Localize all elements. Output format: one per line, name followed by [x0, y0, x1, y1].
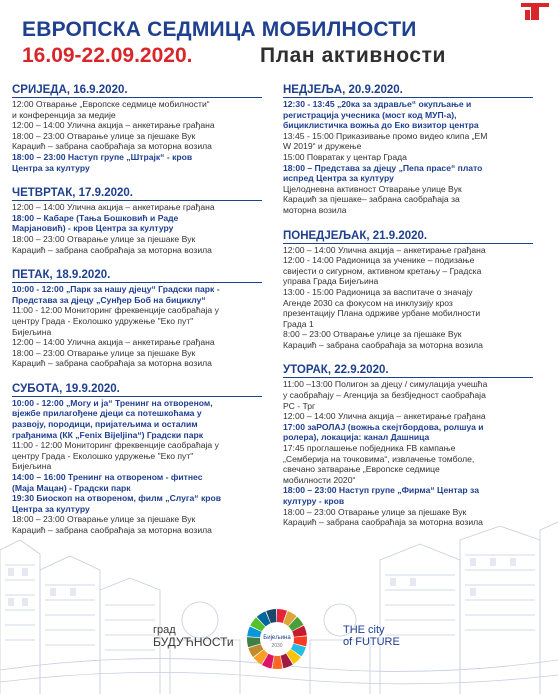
day-block — [12, 187, 262, 255]
schedule-line: Града 1 — [283, 318, 314, 329]
schedule-line: 18:00 – 23:00 Отварање улице за пјешаке Вук — [12, 130, 196, 141]
schedule-line: Бијељина — [12, 326, 52, 337]
schedule-line: 18:00 – 23:00 Отварање улице за пјешаке Вук — [12, 233, 196, 244]
day-heading: СУБОТА, 19.9.2020. — [12, 383, 262, 397]
schedule-line: Агенде 2030 са фокусом на инклузију кроз — [283, 297, 453, 308]
schedule-line: W 2019“ и дружење — [283, 141, 362, 152]
footer-city-of-future-sr — [153, 624, 234, 648]
schedule-line: културу - кров — [283, 496, 345, 506]
schedule-line: Караџић – забрана саобраћаја за моторна возила — [12, 244, 212, 255]
schedule-line: 12:00 - 14:00 Радионица за ученике – подизање — [283, 255, 475, 266]
schedule-line: Караџић – забрана саобраћаја за моторна возила — [12, 141, 212, 152]
schedule-line: 18:00 – 23:00 Отварање улице за пјешаке Вук — [12, 347, 196, 358]
day-block — [12, 84, 262, 173]
footer-right-line2: of FUTURE — [343, 636, 400, 648]
schedule-line: Караџић – забрана саобраћаја за моторна возила — [283, 339, 483, 350]
schedule-line: „Семберија на точковима“, извлачење томболе, — [283, 453, 475, 464]
day-heading: СРИЈЕДА, 16.9.2020. — [12, 84, 262, 98]
schedule-line: Караџић – забрана саобраћаја за моторна возила — [283, 517, 483, 528]
schedule-column-right — [283, 84, 533, 542]
footer-left-line2: БУДУЋНОСТи — [153, 635, 234, 649]
schedule-line: Марјановић) - кров Центра за културу — [12, 223, 174, 234]
schedule-line: моторна возила — [283, 204, 347, 215]
schedule-line: Караџић – забрана саобраћаја за моторна возила — [12, 525, 212, 535]
schedule-line: 14:00 – 16:00 Тренинг на отвореном - фитнес — [12, 472, 203, 483]
sdg-wheel-logo — [244, 606, 310, 672]
schedule-line: 15:00 Повратак у центар Града — [283, 151, 407, 162]
brand-logo-icon — [519, 0, 551, 22]
date-range: 16.09-22.09.2020. — [22, 44, 193, 67]
schedule-line: 13:45 - 15:00 Приказивање промо видео клипа „ЕМ — [283, 130, 488, 141]
day-block — [283, 364, 533, 527]
schedule-line: Цјелодневна активност Отварање улице Вук — [283, 183, 462, 194]
schedule-line: (Маја Мацан) - Градски парк — [12, 482, 131, 493]
day-block — [283, 84, 533, 216]
schedule-line: 12:00 Отварање „Европске седмице мобилности“ — [12, 99, 210, 109]
schedule-line: Центра за културу — [12, 503, 90, 514]
footer-city-of-future-en — [343, 624, 400, 648]
schedule-line: 10:00 - 12:00 „Парк за нашу дјецу“ Градски парк - — [12, 284, 220, 295]
schedule-line: свечано затварање „Европске седмице — [283, 464, 440, 475]
day-heading: ПОНЕДЈЕЉАК, 21.9.2020. — [283, 230, 533, 244]
schedule-line: 12:00 – 14:00 Улична акција – анкетирање грађана — [12, 120, 215, 131]
schedule-line: 12:30 - 13:45 „20ка за здравље“ окупљање и — [283, 99, 472, 109]
page-title: ЕВРОПСКА СЕДМИЦА МОБИЛНОСТИ — [22, 18, 417, 41]
schedule-line: Караџић за пјешаке– забрана саобраћаја за — [283, 194, 460, 205]
schedule-line: 10:00 - 12:00 „Могу и ја“ Тренинг на отвореном, — [12, 397, 213, 408]
schedule-line: Представа за дјецу „Сунђер Боб на бициклу“ — [12, 294, 206, 305]
sdg-year-label: 2030 — [271, 643, 283, 649]
sdg-city-label: Бијељина — [263, 635, 291, 641]
schedule-line: 12:00 – 14:00 Улична акција – анкетирање грађана — [12, 202, 215, 213]
schedule-line: у саобраћају – Агенција за безбједност саобраћаја — [283, 390, 486, 401]
schedule-line: регистрација учесника (мост код МУП-а), — [283, 109, 457, 120]
schedule-line: испред Центра за културу — [283, 173, 394, 184]
schedule-column-left — [12, 84, 262, 550]
schedule-line: 18:00 – 23:00 Отварање улице за пјешаке Вук — [283, 506, 467, 517]
schedule-line: 17:45 проглашење побједника FB кампање — [283, 443, 456, 454]
schedule-line: 11:00 - 12:00 Мониторинг фреквенције саобраћаја у — [12, 305, 219, 316]
schedule-line: 12:00 – 14:00 Улична акција – анкетирање грађана — [283, 411, 486, 422]
schedule-line: центру Града - Еколошко удружење "Еко пут" — [12, 450, 194, 461]
schedule-line: ролера), локација: канал Дашница — [283, 432, 430, 443]
schedule-line: 12:00 – 14:00 Улична акција – анкетирање грађана — [283, 244, 486, 255]
day-block — [12, 269, 262, 369]
schedule-line: 12:00 – 14:00 Улична акција – анкетирање грађана — [12, 337, 215, 348]
footer-left-line1: град — [153, 624, 176, 636]
schedule-line: вјежбе прилагођене дјеци са потешкоћама у — [12, 408, 202, 419]
schedule-line: свијести о сигурном, активном кретању – Градска — [283, 265, 482, 276]
schedule-line: 17:00 заРОЛАЈ (вожња скејтбордова, ролшуа и — [283, 421, 484, 432]
schedule-line: управа Града Бијељина — [283, 276, 379, 287]
schedule-line: Караџић – забрана саобраћаја за моторна возила — [12, 358, 212, 369]
day-heading: УТОРАК, 22.9.2020. — [283, 364, 533, 378]
schedule-line: 11:00 - 12:00 Мониторинг фреквенције саобраћаја у — [12, 440, 219, 451]
schedule-line: 18:00 – 23:00 Наступ групе „Фирма“ Центар за — [283, 485, 479, 496]
day-block — [12, 383, 262, 536]
schedule-line: 13:00 - 15:00 Радионица за васпитаче о значају — [283, 286, 473, 297]
schedule-line: Бијељина — [12, 461, 52, 472]
schedule-line: развоју, породици, пријатељима и осталим — [12, 419, 198, 430]
schedule-line: 18:00 – Представа за дјецу „Пепа прасе“ плато — [283, 162, 483, 173]
schedule-line: презентацију Плана одрживе урбане мобилности — [283, 308, 481, 319]
schedule-line: 18:00 – 23:00 Отварање улице за пјешаке Вук — [12, 514, 196, 525]
footer-right-line1: THE city — [343, 624, 385, 636]
sdg-segment — [272, 656, 282, 669]
page-subtitle: План активности — [260, 44, 447, 67]
schedule-line: 11:00 –13:00 Полигон за дјецу / симулација учешћа — [283, 379, 488, 390]
schedule-line: грађанима (КК „Fenix Bijeljina“) Градски парк — [12, 429, 204, 440]
schedule-line: 19:30 Биоскоп на отвореном, филм „Слуга“ кров — [12, 493, 222, 504]
schedule-line: 18:00 – 23:00 Наступ групе „Штрајк“ - кров — [12, 151, 193, 162]
schedule-line: 18:00 – Кабаре (Тања Бошковић и Раде — [12, 212, 179, 223]
schedule-line: бициклистичка вожња до Еко визитор центра — [283, 120, 479, 131]
day-heading: НЕДЈЕЉА, 20.9.2020. — [283, 84, 533, 98]
schedule-line: РС - Трг — [283, 400, 316, 411]
day-heading: ПЕТАК, 18.9.2020. — [12, 269, 262, 283]
schedule-line: мобилности 2020“ — [283, 474, 356, 485]
schedule-line: центру Града - Еколошко удружење "Еко пут" — [12, 315, 194, 326]
schedule-line: 8:00 – 23:00 Отварање улице за пјешаке Вук — [283, 329, 462, 340]
day-block — [283, 230, 533, 351]
schedule-line: Центра за културу — [12, 162, 90, 173]
schedule-line: и конференција за медије — [12, 109, 116, 120]
day-heading: ЧЕТВРТАК, 17.9.2020. — [12, 187, 262, 201]
